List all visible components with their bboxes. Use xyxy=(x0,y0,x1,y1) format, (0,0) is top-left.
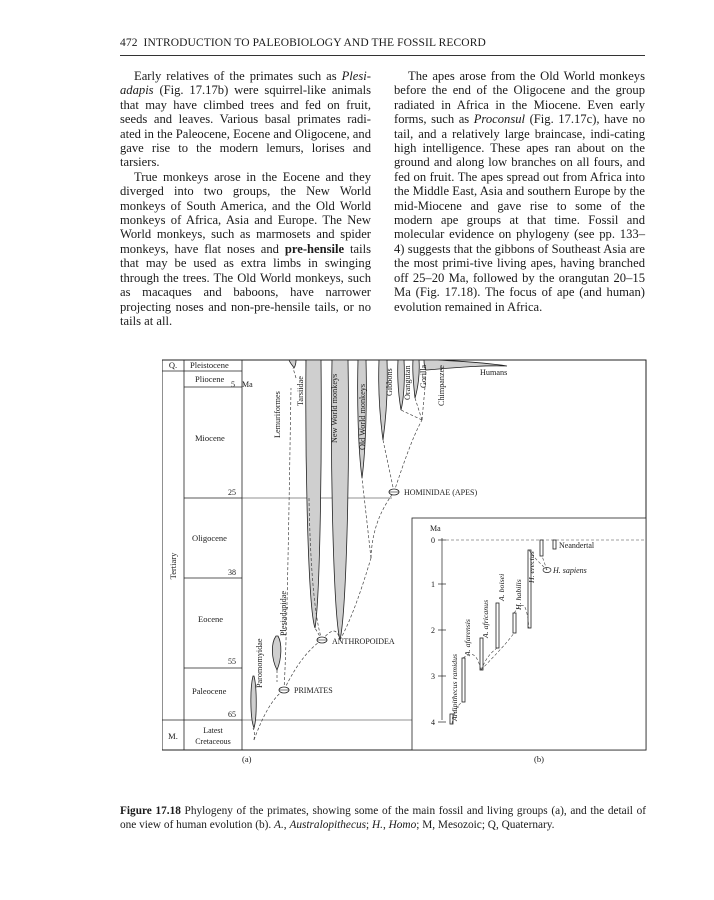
lemuriformes-spindle xyxy=(289,360,296,368)
text-run: (Fig. 17.17b) were squirrel-like animals that may have climbed trees and fed on fruit, seeds and leaves. Various basal primates radi-ated in the Paleocene, Eocene and Oligocene, and gave rise to the modern lemurs, lorises and tarsiers. xyxy=(120,83,371,170)
branch-line xyxy=(394,420,422,492)
era-label-tertiary: Tertiary xyxy=(168,552,178,580)
lineage-label-new-world-monkeys: New World monkeys xyxy=(330,373,339,443)
inset-tick-label: 4 xyxy=(431,718,435,727)
epoch-label-cretaceous: Cretaceous xyxy=(195,737,231,746)
age-label: 38 xyxy=(228,568,236,577)
node-label-hominidae: HOMINIDAE (APES) xyxy=(404,488,478,497)
age-unit-label: Ma xyxy=(242,380,253,389)
page-number: 472 xyxy=(120,37,138,49)
panel-label-a: (a) xyxy=(242,754,252,764)
caption-abbr: H. xyxy=(371,819,383,831)
age-label: 5 xyxy=(231,380,235,389)
taxon-label-erectus: H. erectus xyxy=(527,551,536,583)
text-run-italic: Proconsul xyxy=(473,112,526,127)
taxon-range-bar xyxy=(462,658,465,702)
epoch-label-latest: Latest xyxy=(203,726,223,735)
branch-line xyxy=(284,388,291,690)
right-column xyxy=(394,69,645,314)
caption-text: ; xyxy=(366,819,372,831)
text-run: The apes arose from the Old World monkeys before the end of the Oligocene and the group radiated in Africa in the Miocene. Even early forms, such as xyxy=(394,69,645,127)
lineage-label-plesiadapidae: Plesiadapidae xyxy=(279,590,288,636)
taxon-range-bar xyxy=(480,638,483,670)
inset-unit-label: Ma xyxy=(430,524,441,533)
running-header xyxy=(120,37,486,49)
lineage-label-lemuriformes: Lemuriformes xyxy=(273,391,282,438)
caption-abbr: A. xyxy=(274,819,284,831)
lineage-label-tarsiidae: Tarsiidae xyxy=(296,376,305,406)
caption-text: , xyxy=(283,819,290,831)
node-label-primates: PRIMATES xyxy=(294,686,333,695)
text-run: Early relatives of the primates such as xyxy=(134,69,342,83)
branch-line xyxy=(415,398,422,420)
text-run-italic: Plesi-adapis xyxy=(120,69,371,98)
header-rule xyxy=(120,55,645,56)
branch-line xyxy=(284,640,322,690)
epoch-label-oligocene: Oligocene xyxy=(192,533,227,543)
taxon-label-afarensis: A. afarensis xyxy=(463,619,472,656)
branch-line xyxy=(362,478,371,558)
new-world-monkeys-spindle xyxy=(306,360,321,628)
inset-tick-label: 1 xyxy=(431,580,435,589)
taxon-label-africanus: A. africanus xyxy=(481,599,490,638)
left-column xyxy=(120,69,371,328)
text-run: tails that may be used as extra limbs in swinging through the trees. The Old World monkeys, such as macaques and baboons, have narrower projecting noses and non-pre-hensile tails, or no tails at all. xyxy=(120,241,371,328)
text-run-bold: pre-hensile xyxy=(284,241,345,256)
branch-line xyxy=(253,728,254,740)
text-run: (Fig. 17.17c), have no tail, and a relatively large braincase, indi-cating high intelligence. These apes ran about on the ground and along low branches on all fours, and fed on fruit. The apes spread out from Africa into the Middle East, Asia and southern Europe by the mid-Miocene and gave rise to some of the modern ape groups at that time. Fossil and molecular evidence on phylogeny (see pp. 133–4) suggests that the gibbons of Southeast Asia are the most primi-tive living apes, having branched off 25–20 Ma, followed by the orangutan 20–15 Ma (Fig. 17.18). The focus of ape (and human) evolution remained in Africa. xyxy=(394,112,645,314)
taxon-label-neandertal: Neandertal xyxy=(559,541,595,550)
branch-line xyxy=(383,440,394,492)
age-label: 65 xyxy=(228,710,236,719)
taxon-range-bar xyxy=(540,540,543,556)
lineage-label-orangutan: Orangutan xyxy=(403,365,412,400)
taxon-label-habilis: H. habilis xyxy=(514,579,523,610)
lineage-label-gorilla: Gorilla xyxy=(419,364,428,388)
caption-genus: Australopithecus xyxy=(289,819,367,831)
caption-text: Phylogeny of the primates, showing some of the main fossil and living groups (a), and the detail of one view of human evolution (b). xyxy=(120,805,646,831)
branch-line xyxy=(371,492,394,558)
caption-text: , xyxy=(382,819,389,831)
lineage-label-gibbons: Gibbons xyxy=(385,368,394,396)
figure-caption xyxy=(120,804,646,832)
age-label: 25 xyxy=(228,488,236,497)
branch-line xyxy=(254,690,284,740)
phylogeny-figure xyxy=(162,358,652,798)
branch-line xyxy=(401,410,422,420)
caption-label: Figure 17.18 xyxy=(120,805,181,817)
lineage-label-paromomyidae: Paromomyidae xyxy=(255,638,264,688)
inset-tick-label: 2 xyxy=(431,626,435,635)
caption-genus: Homo xyxy=(388,819,417,831)
epoch-label-paleocene: Paleocene xyxy=(192,686,227,696)
caption-text: ; M, Mesozoic; Q, Quaternary. xyxy=(416,819,555,831)
epoch-label-pleistocene: Pleistocene xyxy=(190,360,229,370)
paragraph xyxy=(120,69,371,170)
plesiadapidae-spindle xyxy=(272,636,281,670)
running-title: INTRODUCTION TO PALEOBIOLOGY AND THE FOSSIL RECORD xyxy=(143,37,486,49)
inset-tick-label: 3 xyxy=(431,672,435,681)
taxon-label-boisei: A. boisei xyxy=(497,573,506,601)
lineage-label-chimpanzee: Chimpanzee xyxy=(437,365,446,406)
text-run: True monkeys arose in the Eocene and they diverged into two groups, the New World monkeys of South America, and the Old World monkeys of Africa, Asia and Europe. The New World monkeys, such as marmosets and spider monkeys, have flat noses and xyxy=(120,169,371,256)
taxon-range-bar xyxy=(513,613,516,633)
paragraph xyxy=(120,170,371,328)
paragraph xyxy=(394,69,645,314)
epoch-label-miocene: Miocene xyxy=(195,433,225,443)
lineage-label-humans: Humans xyxy=(480,368,508,377)
epoch-label-eocene: Eocene xyxy=(198,614,224,624)
era-label-mesozoic: M. xyxy=(168,731,178,741)
node-label-anthropoidea: ANTHROPOIDEA xyxy=(332,637,395,646)
taxon-label-ardipithecus: Ardipithecus ramidus xyxy=(450,653,459,721)
panel-label-b: (b) xyxy=(534,754,544,764)
taxon-range-bar xyxy=(553,540,556,549)
taxon-range-bar xyxy=(496,603,499,648)
inset-tick-label: 0 xyxy=(431,536,435,545)
era-label-quaternary: Q. xyxy=(168,360,178,370)
epoch-label-pliocene: Pliocene xyxy=(195,374,225,384)
age-label: 55 xyxy=(228,657,236,666)
lineage-label-old-world-monkeys: Old World monkeys xyxy=(358,383,367,450)
taxon-label-sapiens: H. sapiens xyxy=(553,566,587,575)
